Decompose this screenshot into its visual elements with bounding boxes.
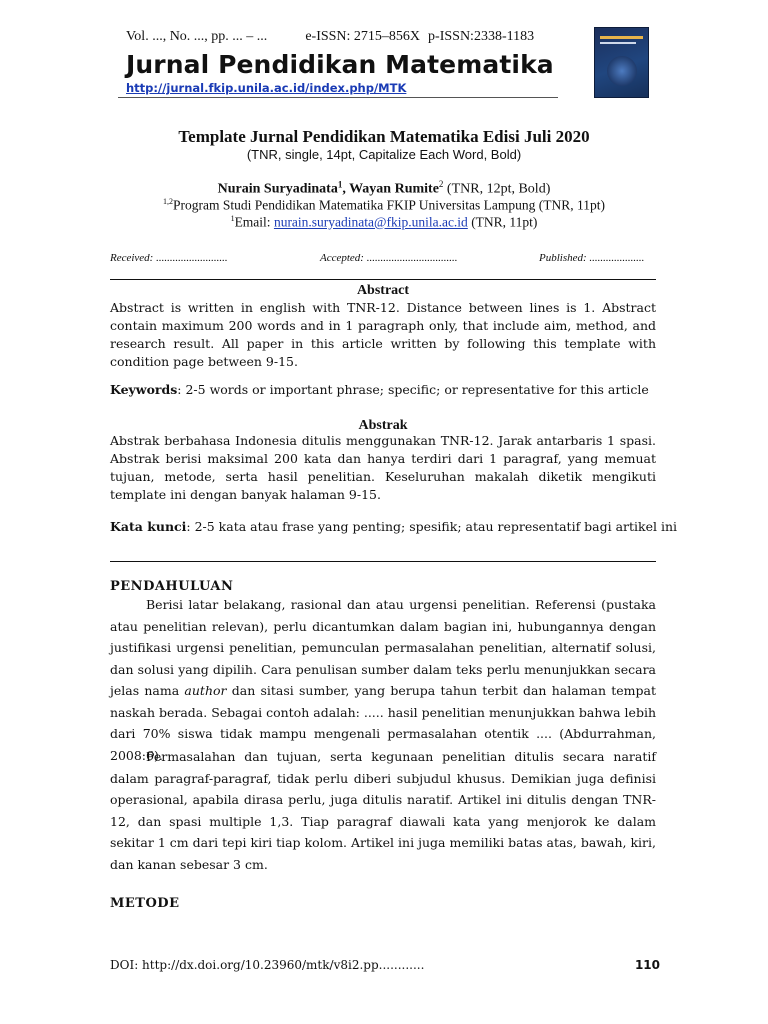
- section-heading-metode: METODE: [110, 896, 180, 911]
- kata-kunci-label: Kata kunci: [110, 519, 187, 534]
- keywords-line: [110, 382, 670, 397]
- email-line: [0, 214, 768, 231]
- affiliation: Program Studi Pendidikan Matematika FKIP Universitas Lampung (TNR, 11pt): [172, 197, 606, 213]
- abstrak-text: Abstrak berbahasa Indonesia ditulis menggunakan TNR-12. Jarak antarbaris 1 spasi. Abstrak berisi maksimal 200 kata dan hanya terdiri dari 1 paragraf, yang memuat tujuan, metode, serta hasil penelitian. Keseluruhan makalah diketik mengikuti template ini dengan banyak halaman 9-15.: [110, 433, 656, 502]
- abstract-top-rule: [110, 279, 656, 280]
- author-term: author: [184, 683, 227, 698]
- author-format-note: (TNR, 12pt, Bold): [443, 181, 551, 197]
- authors-line: Nurain Suryadinata$^1$, Wayan Rumite$^2$ (TNR, 12pt, Bold): [217, 179, 551, 197]
- abstract-heading: Abstract: [356, 283, 410, 298]
- body-paragraph-1: Berisi latar belakang, rasional dan atau urgensi penelitian. Referensi (pustaka atau penelitian relevan), perlu dicantumkan dalam bagian ini, hubungannya dengan justifikasi urgensi penelitian, pemunculan permasalahan penelitian, alternatif solusi, dan solusi yang dipilih. Cara penulisan sumber dalam teks perlu menunjukkan secara jelas nama author dan sitasi sumber, yang berupa tahun terbit dan halaman tempat naskah berada. Sebagai contoh adalah: ..... hasil penelitian menunjukkan bahwa lebih dari 70% siswa tidak mampu mengenali permasalahan otentik .... (Abdurrahman, 2008:6).: [110, 597, 656, 763]
- eissn: e-ISSN: 2715–856X: [305, 29, 421, 44]
- abstrak-heading: Abstrak: [358, 418, 408, 433]
- volume-info: Vol. ..., No. ..., pp. ... – ...: [126, 29, 268, 44]
- header-rule: [118, 97, 558, 98]
- paper-title-format-note: (TNR, single, 14pt, Capitalize Each Word, Bold): [246, 147, 522, 162]
- published-date: Published: ....................: [539, 252, 645, 264]
- author-1-sup: 1: [337, 179, 343, 189]
- author-1: Nurain Suryadinata: [217, 181, 338, 197]
- email-label: Email:: [234, 214, 274, 230]
- page-number: 110: [634, 958, 660, 972]
- author-2: Wayan Rumite: [349, 181, 439, 197]
- abstract-bottom-rule: [110, 561, 656, 562]
- accepted-date: Accepted: .................................: [320, 252, 458, 264]
- kata-kunci-line: [110, 519, 678, 534]
- journal-issue-line: [126, 29, 534, 45]
- keywords-label: Keywords: [110, 382, 178, 397]
- email-link[interactable]: nurain.suryadinata@fkip.unila.ac.id: [273, 214, 468, 230]
- email-sup: 1: [230, 214, 235, 223]
- journal-url-link[interactable]: http://jurnal.fkip.unila.ac.id/index.php/MTK: [126, 81, 407, 95]
- journal-title: Jurnal Pendidikan Matematika: [126, 50, 554, 79]
- author-2-sup: 2: [438, 179, 444, 189]
- kata-kunci: : 2-5 kata atau frase yang penting; spesifik; atau representatif bagi artikel ini: [186, 519, 678, 534]
- received-date: Received: ..........................: [110, 252, 228, 264]
- keywords: : 2-5 words or important phrase; specific; or representative for this article: [177, 382, 649, 397]
- email-format-note: (TNR, 11pt): [467, 214, 538, 230]
- abstract-text: Abstract is written in english with TNR-12. Distance between lines is 1. Abstract contain maximum 200 words and in 1 paragraph only, that include aim, method, and research result. All paper in this article written by following this template with condition page between 9-15.: [110, 300, 656, 369]
- journal-cover-image: [594, 27, 649, 98]
- paper-title: Template Jurnal Pendidikan Matematika Edisi Juli 2020: [178, 127, 590, 146]
- section-heading-pendahuluan: PENDAHULUAN: [110, 579, 234, 594]
- doi-footer: DOI: http://dx.doi.org/10.23960/mtk/v8i2.pp............: [110, 958, 425, 972]
- body-paragraph-2: Permasalahan dan tujuan, serta kegunaan penelitian ditulis secara naratif dalam paragraf-paragraf, tidak perlu diberi subjudul khusus. Demikian juga definisi operasional, apabila dirasa perlu, juga ditulis naratif. Artikel ini ditulis dengan TNR-12, dan spasi multiple 1,3. Tiap paragraf diawali kata yang menjorok ke dalam sekitar 1 cm dari tepi kiri tiap kolom. Artikel ini juga memiliki batas atas, bawah, kiri, dan kanan sebesar 3 cm.: [110, 749, 656, 872]
- affiliation-line: [0, 197, 768, 214]
- affiliation-sup: 1,2: [162, 197, 173, 206]
- pissn: p-ISSN:2338-1183: [428, 29, 535, 44]
